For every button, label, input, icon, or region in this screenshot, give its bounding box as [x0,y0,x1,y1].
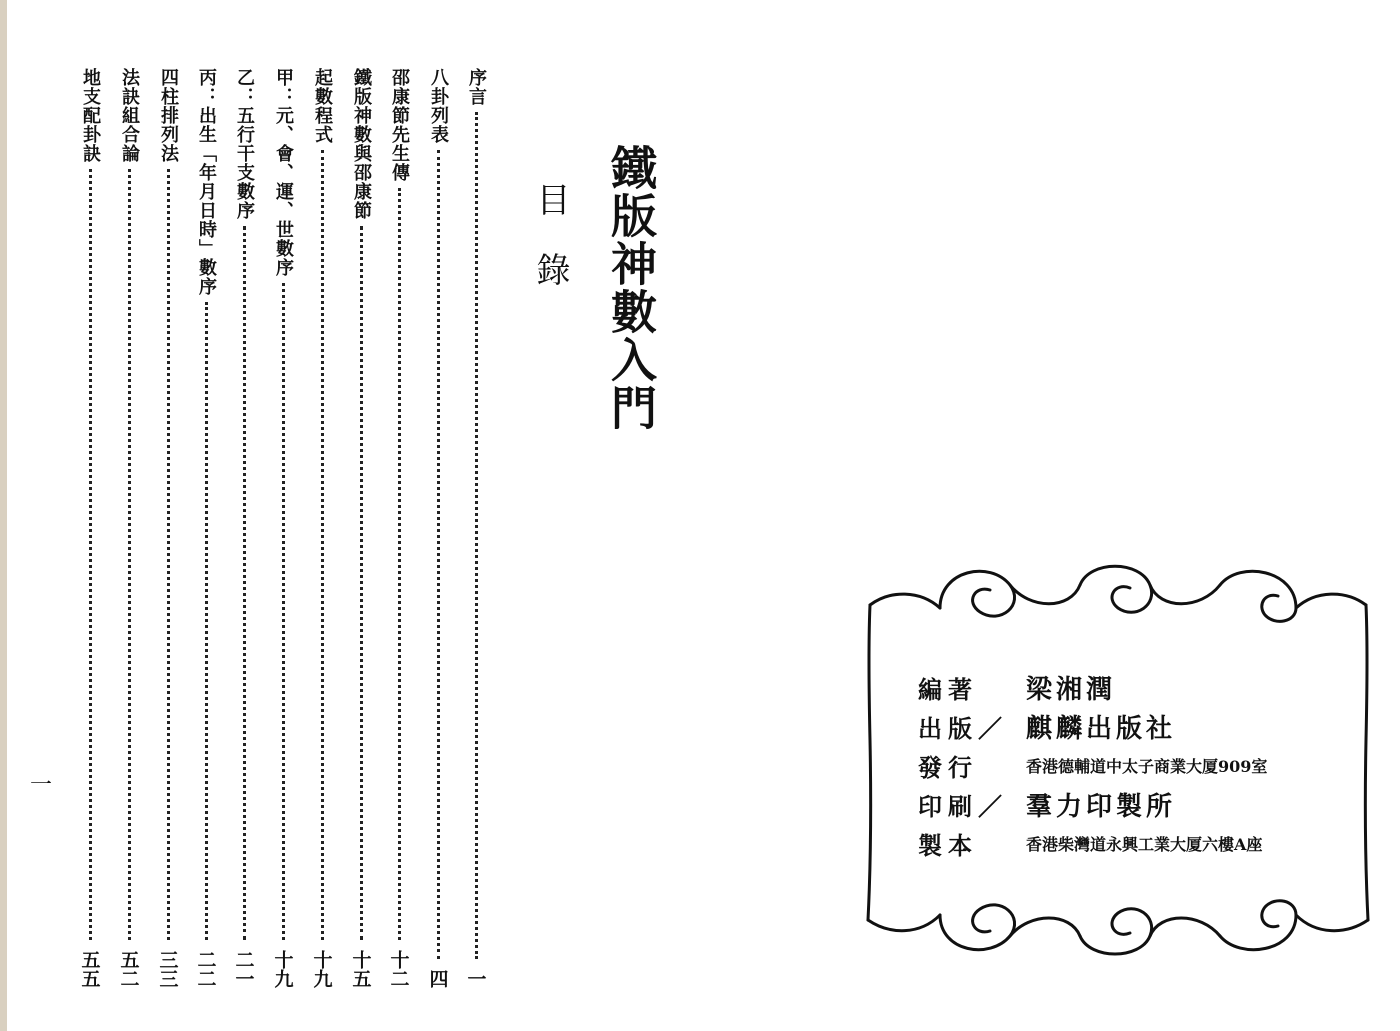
toc-entry-page: 一 [464,969,487,988]
colophon-value: 梁湘潤 [1026,675,1117,705]
toc-leader-dots [437,150,440,959]
toc-leader-dots [205,302,208,940]
toc-entry [191,68,221,988]
toc-entry-page: 五二 [117,950,140,988]
toc-entry [461,68,491,988]
colophon-key: 印刷／ [918,792,1008,821]
toc-entry [229,68,259,988]
toc-entry-page: 十五 [349,950,372,988]
toc-leader-dots [475,112,478,959]
toc-entry [307,68,337,988]
toc-entry-label: 地支配卦訣 [80,68,101,163]
toc-entry-label: 甲：元、會、運、世數序 [273,68,294,277]
toc-leader-dots [89,169,92,940]
toc-entry-label: 四柱排列法 [158,68,179,163]
colophon-value: 香港柴灣道永興工業大厦六樓A座 [1026,835,1263,854]
toc-entry-page: 二一 [232,950,255,988]
toc-entry-label: 邵康節先生傳 [389,68,410,182]
book-spine-edge [0,0,7,1031]
toc-entry-page: 十二 [387,950,410,988]
toc-entry-page: 五五 [78,950,101,988]
toc-leader-dots [167,169,170,940]
colophon-row [918,824,1267,863]
colophon-key: 製本 [918,831,978,860]
toc-entry-label: 乙：五行干支數序 [234,68,255,220]
colophon-value: 香港德輔道中太子商業大厦909室 [1026,757,1268,776]
toc-entry [346,68,376,988]
toc-entry [423,68,453,988]
colophon-value: 羣力印製所 [1026,792,1177,822]
colophon-row [918,707,1267,746]
colophon-row [918,785,1267,824]
toc-entry-label: 法訣組合論 [119,68,140,163]
toc-leader-dots [282,283,285,940]
page-number: 一 [30,773,53,798]
toc-entry [384,68,414,988]
toc-entry-page: 十九 [310,950,333,988]
colophon-key: 編著 [918,675,978,704]
toc-entry [114,68,144,988]
toc-entry [153,68,183,988]
colophon-row [918,746,1267,785]
toc-leader-dots [360,226,363,940]
colophon [918,668,1267,863]
colophon-key: 出版／ [918,714,1008,743]
toc-entry-label: 丙：出生「年月日時」數序 [196,68,217,296]
toc-leader-dots [128,169,131,940]
toc-entry-label: 八卦列表 [428,68,449,144]
toc-entry-label: 起數程式 [312,68,333,144]
toc-entry-label: 鐵版神數與邵康節 [351,68,372,220]
colophon-row [918,668,1267,707]
colophon-key: 發行 [918,753,978,782]
toc-title: 目錄 [530,182,570,322]
toc-leader-dots [321,150,324,940]
toc-entry [75,68,105,988]
toc-entry-page: 二二 [194,950,217,988]
toc-leader-dots [398,188,401,940]
toc-entry-page: 十九 [271,950,294,988]
book-title: 鐵版神數入門 [604,144,658,432]
toc-entry-label: 序言 [466,68,487,106]
toc-entry-page: 四 [426,969,449,988]
toc-entry [268,68,298,988]
toc-leader-dots [243,226,246,940]
colophon-value: 麒麟出版社 [1026,714,1177,744]
toc-entry-page: 三三 [156,950,179,988]
